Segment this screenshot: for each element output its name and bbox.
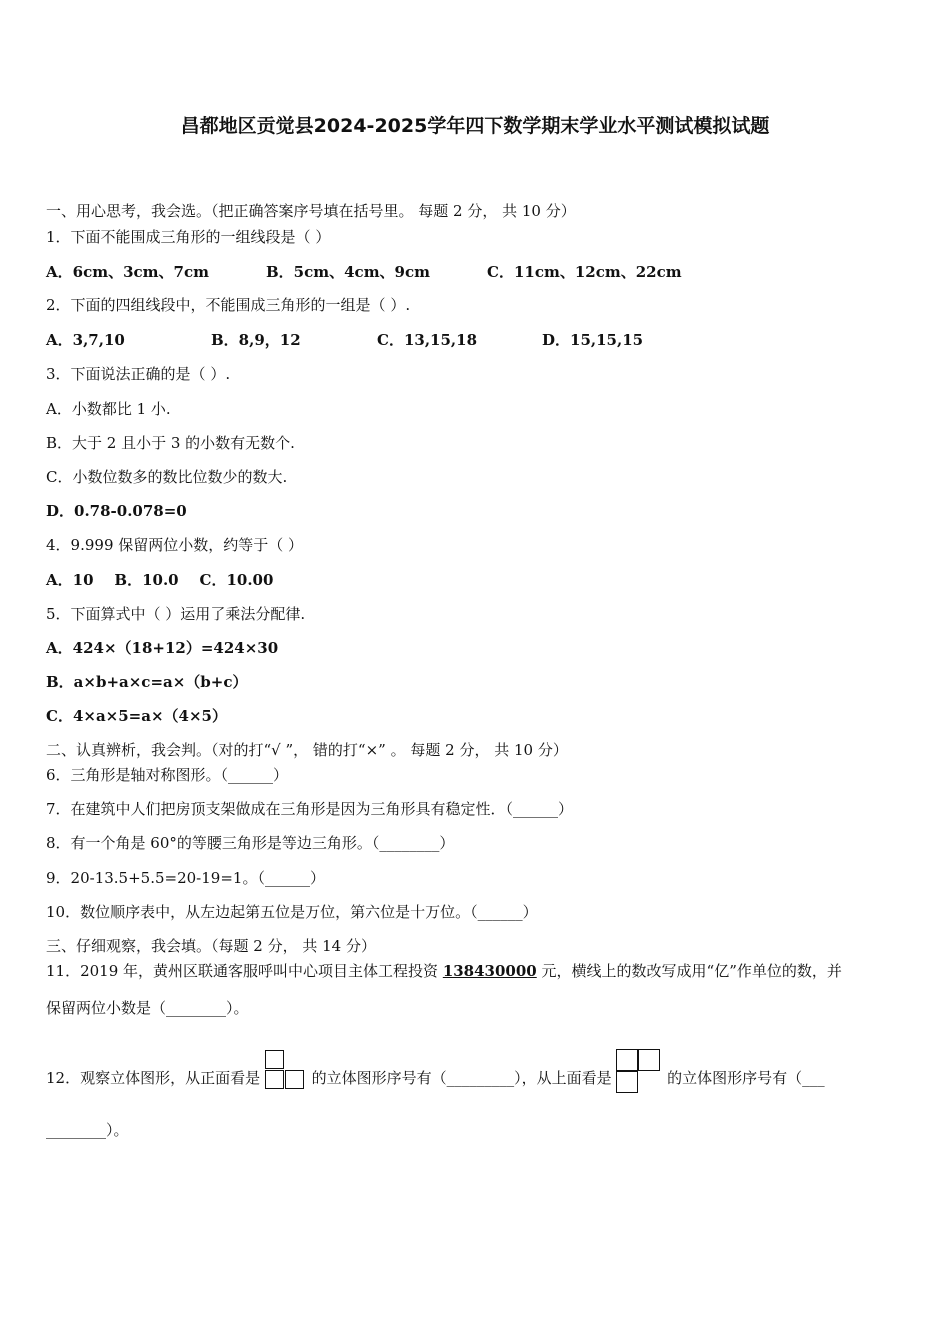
section-heading-1: 一、用心思考，我会选。（把正确答案序号填在括号里。 每题 2 分， 共 10 分） <box>46 202 576 220</box>
question-5-option-b: B．a×b+a×c=a×（b+c） <box>46 673 248 691</box>
section-heading-3: 三、仔细观察，我会填。（每题 2 分， 共 14 分） <box>46 937 376 955</box>
question-11-line-2: 保留两位小数是（________）。 <box>46 999 249 1017</box>
question-2-stem: 2．下面的四组线段中，不能围成三角形的一组是（ ）. <box>46 296 411 314</box>
section-heading-2: 二、认真辨析，我会判。（对的打“√ ”， 错的打“×” 。 每题 2 分， 共 10 分） <box>46 741 568 759</box>
question-4-stem: 4．9.999 保留两位小数，约等于（ ） <box>46 536 304 554</box>
question-2-option-b: B．8,9，12 <box>211 331 301 349</box>
question-1-option-a: A．6cm、3cm、7cm <box>46 263 209 281</box>
question-12-text-3: 的立体图形序号有（___ <box>662 1069 825 1087</box>
question-3-option-b: B．大于 2 且小于 3 的小数有无数个. <box>46 434 295 452</box>
question-6: 6．三角形是轴对称图形。（______） <box>46 766 289 784</box>
question-1-stem: 1．下面不能围成三角形的一组线段是（ ） <box>46 228 331 246</box>
question-12-text-1: 12．观察立体图形，从正面看是 <box>46 1069 265 1087</box>
page-title: 昌都地区贡觉县2024-2025学年四下数学期末学业水平测试模拟试题 <box>180 115 770 137</box>
question-3-stem: 3．下面说法正确的是（ ）. <box>46 365 231 383</box>
question-12-text-2: 的立体图形序号有（_________），从上面看是 <box>306 1069 617 1087</box>
question-5-option-c: C．4×a×5=a×（4×5） <box>46 707 227 725</box>
question-2-option-a: A．3,7,10 <box>46 331 125 349</box>
question-11-number: 138430000 <box>442 962 537 980</box>
question-1-option-c: C．11cm、12cm、22cm <box>487 263 682 281</box>
question-7: 7．在建筑中人们把房顶支架做成在三角形是因为三角形具有稳定性．（______） <box>46 800 574 818</box>
question-9: 9．20-13.5+5.5=20-19=1。（______） <box>46 869 325 887</box>
question-3-option-a: A．小数都比 1 小. <box>46 400 171 418</box>
front-view-figure-icon <box>265 1050 307 1090</box>
question-2-option-d: D．15,15,15 <box>542 331 644 349</box>
question-12-line-1 <box>46 1057 825 1101</box>
question-1-option-b: B．5cm、4cm、9cm <box>266 263 431 281</box>
top-view-figure-icon <box>616 1049 662 1093</box>
question-11-text: 11．2019 年，黄州区联通客服呼叫中心项目主体工程投资 <box>46 962 443 980</box>
question-11-text-cont: 元，横线上的数改写成用“亿”作单位的数，并 <box>536 962 842 980</box>
question-5-option-a: A．424×（18+12）=424×30 <box>46 639 279 657</box>
question-2-option-c: C．13,15,18 <box>377 331 478 349</box>
question-10: 10．数位顺序表中，从左边起第五位是万位，第六位是十万位。（______） <box>46 903 538 921</box>
question-3-option-c: C．小数位数多的数比位数少的数大. <box>46 468 288 486</box>
question-12-line-2: ________）。 <box>46 1121 129 1139</box>
question-5-stem: 5．下面算式中（ ）运用了乘法分配律. <box>46 605 306 623</box>
question-11-line-1 <box>46 961 842 981</box>
question-8: 8．有一个角是 60°的等腰三角形是等边三角形。（________） <box>46 834 455 852</box>
question-4-options: A．10 B．10.0 C．10.00 <box>46 571 274 589</box>
question-3-option-d: D．0.78-0.078=0 <box>46 502 187 520</box>
